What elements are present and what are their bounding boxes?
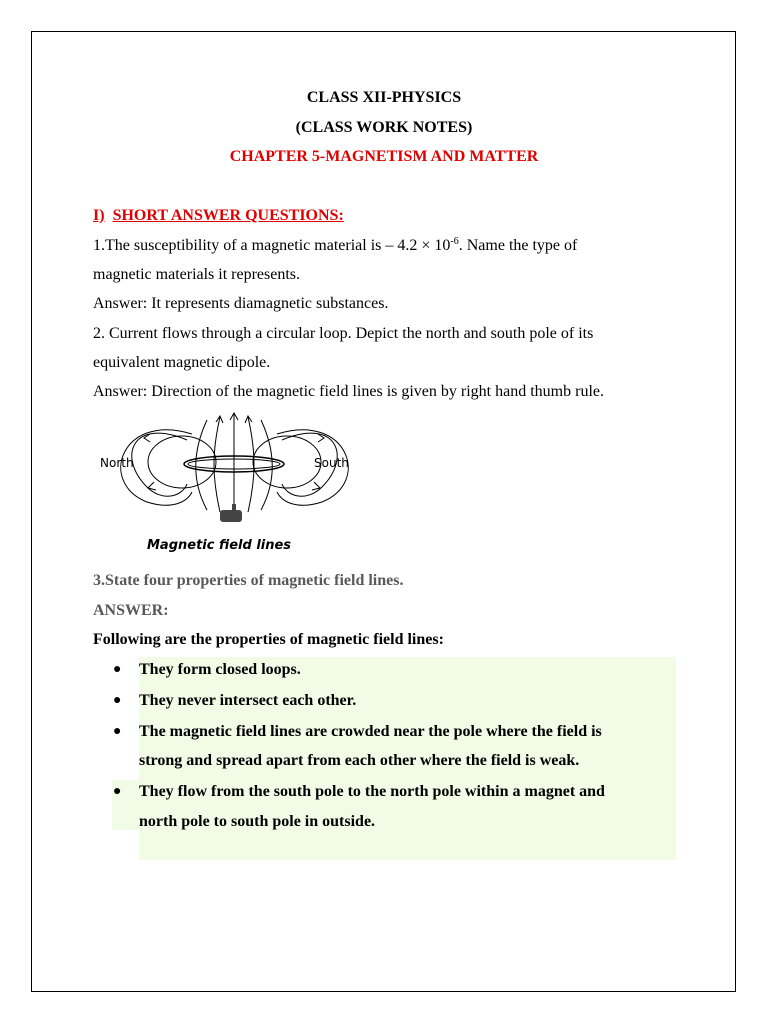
title-class: CLASS XII-PHYSICS [306, 89, 462, 106]
bullet-item: They never intersect each other. [139, 692, 357, 709]
bullet-item-continued: strong and spread apart from each other where the field is weak. [139, 752, 580, 769]
figure-caption: Magnetic field lines [147, 538, 292, 553]
field-loop-left-inner [148, 436, 216, 488]
section-title: SHORT ANSWER QUESTIONS: [112, 207, 344, 224]
field-line-mid-left [196, 420, 207, 510]
q2-line1: 2. Current flows through a circular loop. Depict the north and south pole of its [93, 325, 594, 342]
q3-answer-label: ANSWER: [93, 602, 169, 619]
arrow-right-lower [312, 482, 320, 490]
field-loop-right-inner [253, 436, 321, 488]
bullet-item: They form closed loops. [139, 661, 301, 678]
bullet-dot: ● [113, 784, 122, 799]
q1-line1-text: 1.The susceptibility of a magnetic material is – 4.2 × 10 [93, 237, 451, 254]
bullet-item: They flow from the south pole to the north pole within a magnet and [139, 783, 605, 800]
q2-answer: Answer: Direction of the magnetic field lines is given by right hand thumb rule. [93, 383, 604, 400]
section-heading [93, 206, 344, 226]
q1-line1 [93, 236, 577, 256]
right-hand-icon [220, 504, 242, 522]
q3-question: 3.State four properties of magnetic field lines. [93, 572, 404, 589]
bullet-dot: ● [113, 662, 122, 677]
q3-intro: Following are the properties of magnetic field lines: [93, 631, 444, 648]
section-number: I) [93, 207, 105, 224]
q1-line2: magnetic materials it represents. [93, 266, 301, 283]
field-line-mid-right [261, 420, 272, 510]
title-notes: (CLASS WORK NOTES) [295, 119, 473, 136]
bullet-dot: ● [113, 724, 122, 739]
arrow-left-lower [148, 482, 156, 490]
chapter-title: CHAPTER 5-MAGNETISM AND MATTER [229, 148, 539, 165]
label-south: South [314, 456, 349, 470]
field-line-center-left [214, 417, 220, 512]
bullet-item-continued: north pole to south pole in outside. [139, 813, 376, 830]
q2-line2: equivalent magnetic dipole. [93, 354, 271, 371]
q1-answer: Answer: It represents diamagnetic substances. [93, 295, 389, 312]
q1-line1-end: . Name the type of [458, 237, 578, 254]
bullet-item: The magnetic field lines are crowded near the pole where the field is [139, 723, 602, 740]
q1-exponent: -6 [450, 236, 459, 247]
label-north: North [100, 456, 134, 470]
bullet-dot: ● [113, 693, 122, 708]
